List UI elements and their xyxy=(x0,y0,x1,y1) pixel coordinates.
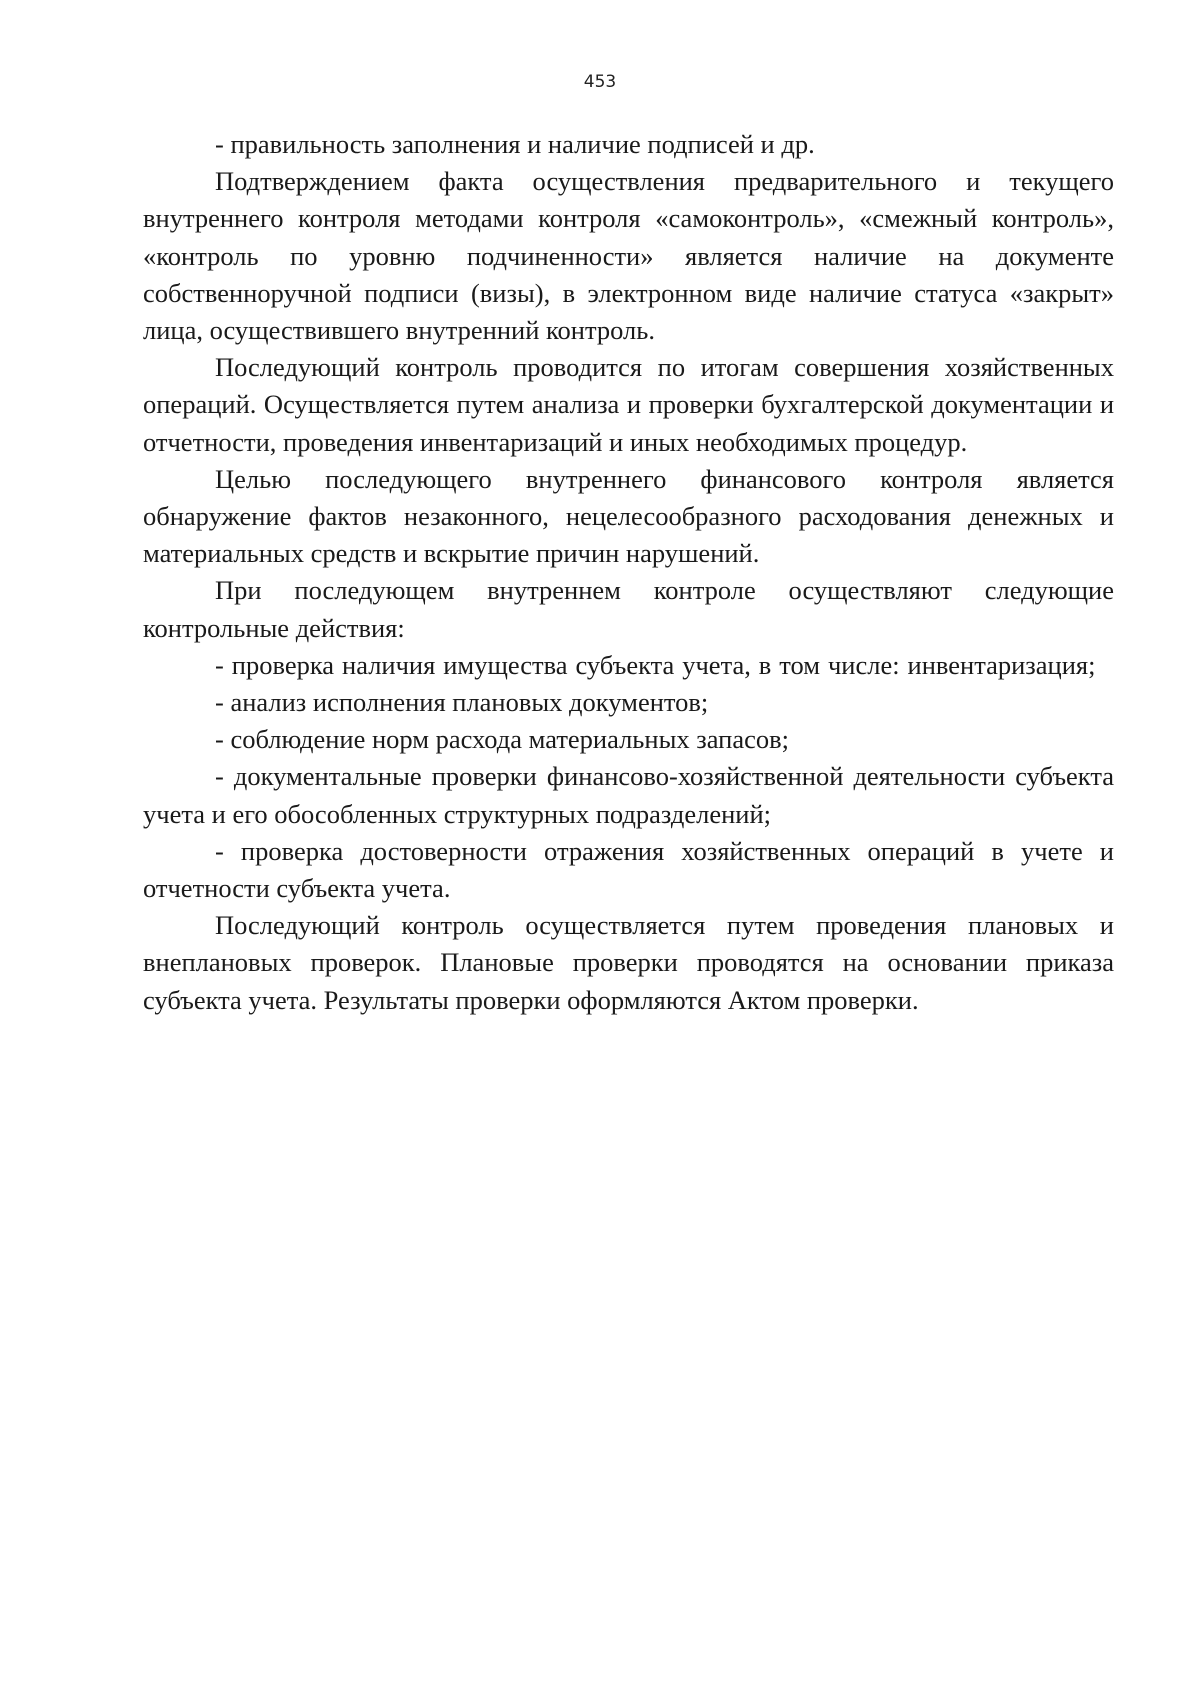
page-number: 453 xyxy=(583,72,617,92)
paragraph-inspections: Последующий контроль осуществляется путем проведения плановых и внеплановых проверок. Плановые проверки проводятся на основании приказа субъекта учета. Результаты проверки оформляются Актом проверки. xyxy=(143,910,1114,1015)
list-item-reliability-check: - проверка достоверности отражения хозяйственных операций в учете и отчетности субъекта учета. xyxy=(143,835,1114,904)
paragraph-subsequent-control: Последующий контроль проводится по итогам совершения хозяйственных операций. Осуществляется путем анализа и проверки бухгалтерской документации и отчетности, проведения инвентаризаций и иных необходимых процедур. xyxy=(143,352,1114,457)
list-item-inventory-check: - проверка наличия имущества субъекта учета, в том числе: инвентаризация; xyxy=(215,649,1096,680)
paragraph-control-confirmation: Подтверждением факта осуществления предварительного и текущего внутреннего контроля методами контроля «самоконтроль», «смежный контроль», «контроль по уровню подчиненности» является наличие на документе собственноручной подписи (визы), в электронном виде наличие статуса «закрыт» лица, осуществившего внутренний контроль. xyxy=(143,166,1114,346)
list-item-plan-analysis: - анализ исполнения плановых документов; xyxy=(215,687,709,718)
list-item-documentary-checks: - документальные проверки финансово-хозяйственной деятельности субъекта учета и его обособленных структурных подразделений; xyxy=(143,761,1114,829)
paragraph-control-actions-intro: При последующем внутреннем контроле осуществляют следующие контрольные действия: xyxy=(143,575,1114,643)
paragraph-signatures-check: - правильность заполнения и наличие подписей и др. xyxy=(215,129,815,159)
document-body xyxy=(143,126,1114,1019)
paragraph-control-purpose: Целью последующего внутреннего финансового контроля является обнаружение фактов незаконного, нецелесообразного расходования денежных и материальных средств и вскрытие причин нарушений. xyxy=(143,463,1114,569)
list-item-consumption-norms: - соблюдение норм расхода материальных запасов; xyxy=(215,724,789,755)
